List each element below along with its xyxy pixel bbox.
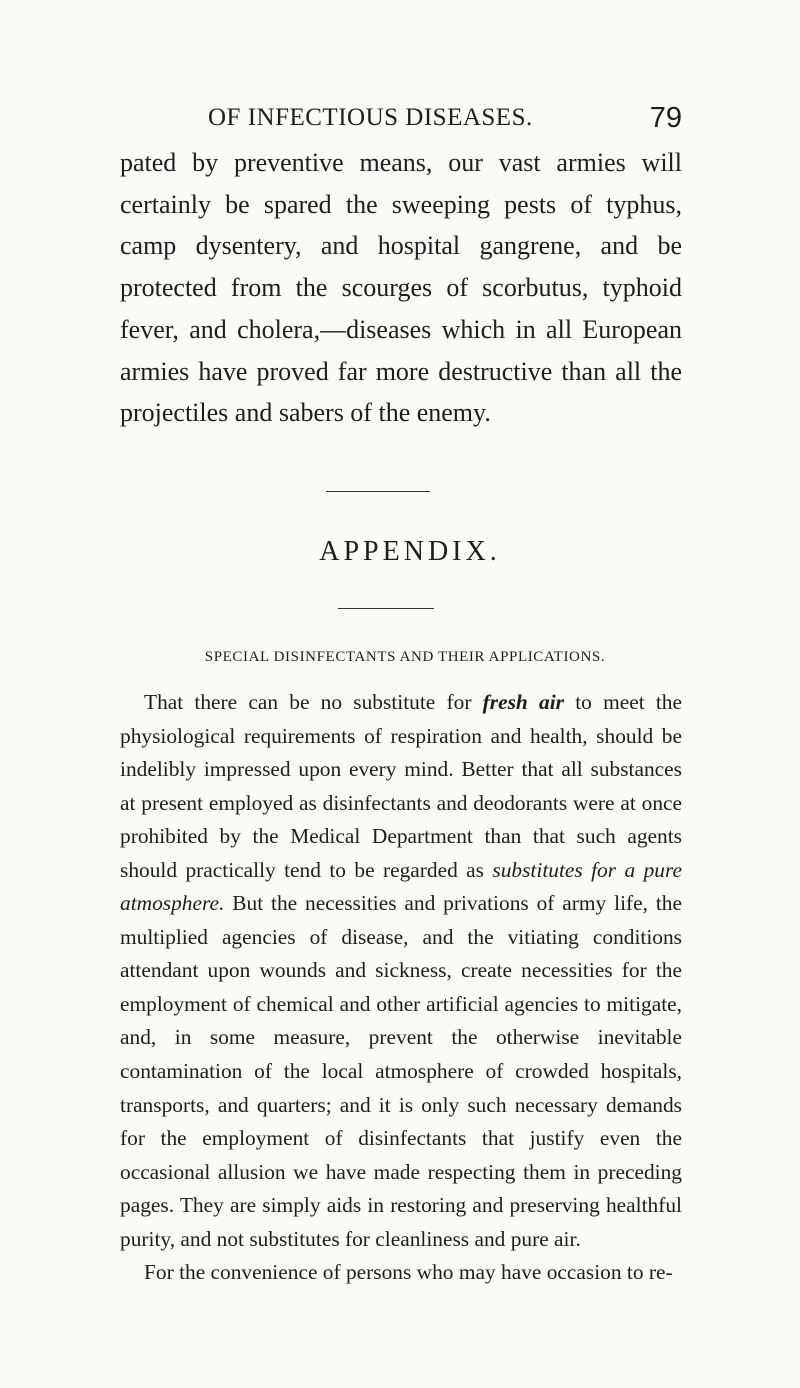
- running-head: [0, 104, 800, 138]
- divider-top: [326, 491, 430, 492]
- divider-bottom: [338, 608, 434, 609]
- paragraph-1-part-1: That there can be no substitute for: [144, 690, 483, 714]
- section-heading: SPECIAL DISINFECTANTS AND THEIR APPLICATIONS.: [204, 649, 606, 665]
- page-number: 79: [649, 102, 682, 134]
- paragraph-1-emphasis-fresh-air: fresh air: [482, 690, 564, 714]
- paragraph-1-emphasis-substitutes: substitutes for a pure atmosphere.: [120, 857, 682, 916]
- paragraph-2: For the convenience of persons who may have occasion to re-: [144, 1260, 673, 1285]
- appendix-body: [120, 686, 682, 1290]
- paragraph-1: [120, 686, 682, 1256]
- running-head-title: OF INFECTIOUS DISEASES.: [208, 104, 533, 131]
- paragraph-1-part-2: to meet the physiological requirements of respiration and health, should be indelibly impressed upon every mind. Better that all substances at present employed as disinfectants and deodorants were at once prohibited by the Medical Department than that such agents should practically tend to be regarded as: [120, 690, 682, 882]
- paragraph-1-part-3: But the necessities and privations of army life, the multiplied agencies of disease, and the vitiating conditions attendant upon wounds and sickness, create necessities for the employment of chemical and other artificial agencies to mitigate, and, in some measure, prevent the otherwise inevitable contamination of the local atmosphere of crowded hospitals, transports, and quarters; and it is only such necessary demands for the employment of disinfectants that justify even the occasional allusion we have made respecting them in preceding pages. They are simply aids in restoring and preserving healthful purity, and not substitutes for cleanliness and pure air.: [120, 891, 682, 1251]
- appendix-heading: APPENDIX.: [319, 536, 501, 567]
- lead-paragraph: pated by preventive means, our vast armies will certainly be spared the sweeping pests of typhus, camp dysentery, and hospital gangrene, and be protected from the scourges of scorbutus, typhoid fever, and cholera,—diseases which in all European armies have proved far more destructive than all the projectiles and sabers of the enemy.: [120, 148, 682, 428]
